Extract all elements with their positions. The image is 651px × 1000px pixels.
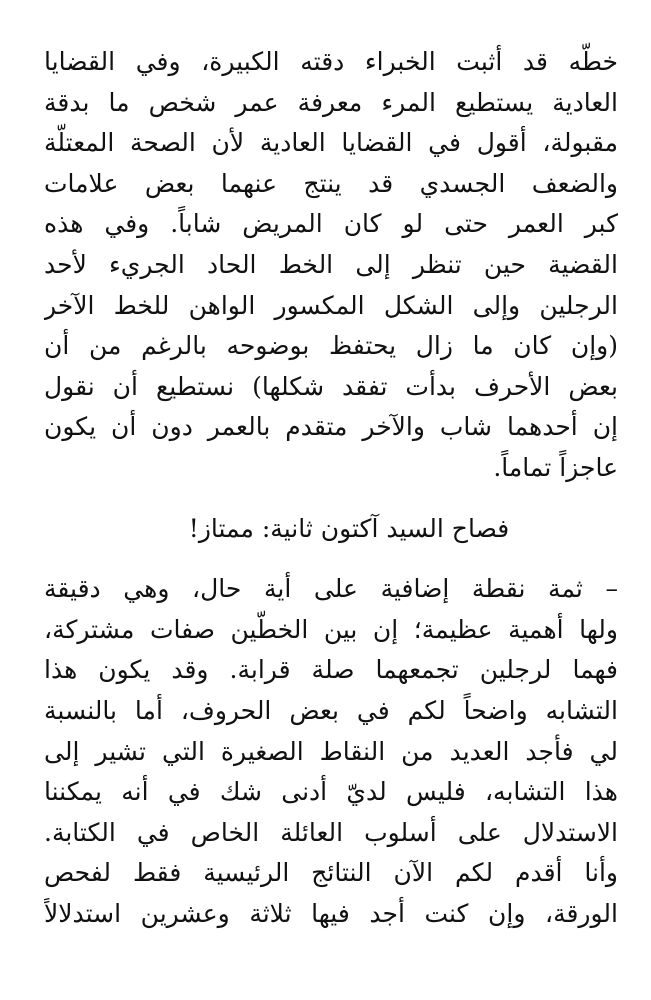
text-line: الورقة، وإن كنت أجد فيها ثلاثة وعشرين استدلالاً (44, 898, 618, 928)
text-line: – ثمة نقطة إضافية على أية حال، وهي دقيقة (44, 574, 618, 604)
text-line: والضعف الجسدي قد ينتج عنهما بعض علامات (44, 168, 618, 198)
text-line: (وإن كان ما زال يحتفظ بوضوحه بالرغم من أن (44, 331, 618, 361)
paragraph-spacer (44, 549, 618, 569)
text-line: ولها أهمية عظيمة؛ إن بين الخطّين صفات مشتركة، (44, 614, 618, 644)
text-line: القضية حين تنظر إلى الخط الحاد الجريء لأحد (44, 249, 618, 279)
text-line: بعض الأحرف بدأت تفقد شكلها) نستطيع أن نقول (44, 371, 618, 401)
text-line: الرجلين وإلى الشكل المكسور الواهن للخط الآخر (44, 290, 618, 320)
paragraph-handwriting-age (44, 42, 618, 489)
book-page (44, 42, 618, 934)
exclamation-line: فصاح السيد آكتون ثانية: ممتاز! (188, 513, 510, 543)
text-line: لي فأجد العديد من النقاط الصغيرة التي تشير إلى (44, 736, 618, 766)
text-line: الاستدلال على أسلوب العائلة الخاص في الكتابة. (44, 817, 618, 847)
paragraph-spacer (44, 489, 618, 509)
text-line: مقبولة، أقول في القضايا العادية لأن الصحة المعتلّة (44, 128, 618, 158)
paragraph-family-resemblance (44, 569, 618, 934)
text-line: عاجزاً تماماً. (493, 452, 618, 482)
text-line: التشابه واضحاً لكم في بعض الحروف، أما بالنسبة (44, 695, 618, 725)
text-line: إن أحدهما شاب والآخر متقدم بالعمر دون أن يكون (44, 412, 618, 442)
text-line: العادية يستطيع المرء معرفة عمر شخص ما بدقة (44, 87, 618, 117)
text-line: خطّه قد أثبت الخبراء دقته الكبيرة، وفي القضايا (44, 47, 618, 76)
text-line: فهما لرجلين تجمعهما صلة قرابة. وقد يكون هذا (44, 655, 618, 685)
text-line: وأنا أقدم لكم الآن النتائج الرئيسية فقط لفحص (44, 858, 618, 888)
text-line: هذا التشابه، فليس لديّ أدنى شك في أنه يمكننا (44, 777, 618, 807)
text-line: كبر العمر حتى لو كان المريض شاباً. وفي هذه (44, 209, 618, 239)
